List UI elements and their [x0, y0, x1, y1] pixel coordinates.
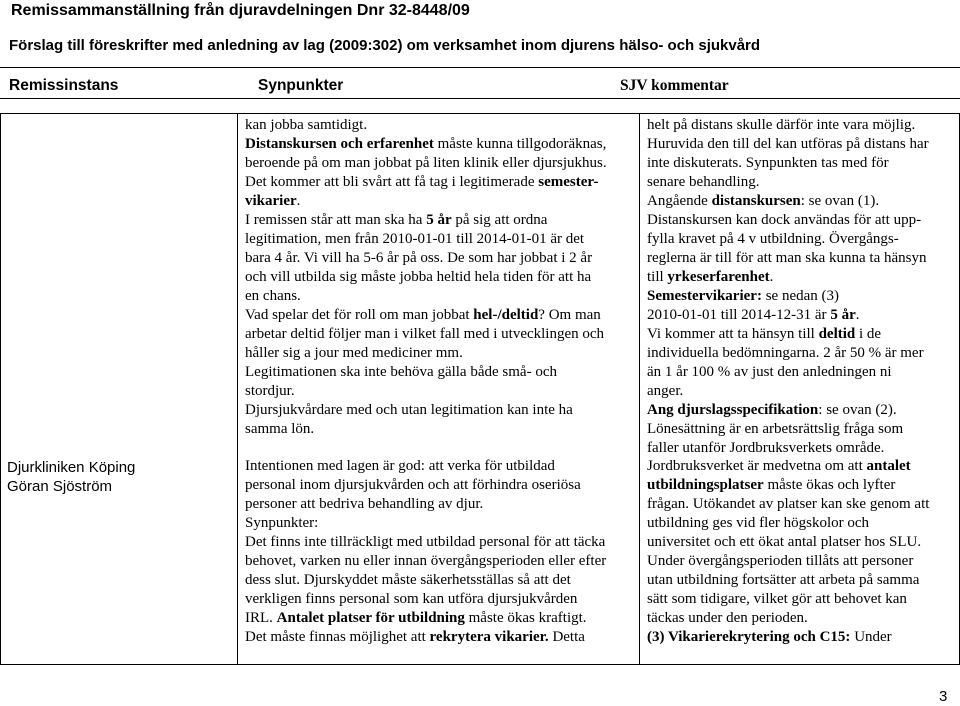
text-run: en chans. [245, 288, 301, 304]
text-run: Lönesättning är en arbetsrättslig fråga som [647, 421, 904, 437]
text-line [245, 325, 607, 344]
text-run: arbetar deltid följer man i vilket fall med i utvecklingen och [245, 326, 605, 342]
text-run: Det finns inte tillräckligt med utbildad personal för att täcka [245, 534, 606, 550]
text-run: på sig att ordna [451, 212, 548, 228]
text-run: Distanskursen kan dock användas för att upp- [647, 212, 922, 228]
text-line [647, 514, 929, 533]
table-border-left [0, 113, 1, 665]
text-run: inte diskuterats. Synpunkten tas med för [647, 155, 889, 171]
bold-run: Antalet platser för utbildning [276, 610, 465, 626]
remissinstans-contact: Göran Sjöström [7, 478, 113, 495]
text-run: håller sig a jour med mediciner mm. [245, 345, 463, 361]
text-run: verkligen finns personal som kan utföra djursjukvården [245, 591, 578, 607]
text-line [245, 609, 606, 628]
text-run: Intentionen med lagen är god: att verka för utbildad [245, 458, 555, 474]
text-run: . [296, 193, 301, 209]
column-divider-1 [237, 113, 238, 665]
column-header-synpunkter: Synpunkter [258, 77, 344, 94]
text-line [647, 628, 929, 647]
text-line [647, 325, 929, 344]
text-run: Detta [548, 629, 585, 645]
text-line [245, 476, 606, 495]
text-line [245, 287, 607, 306]
bold-run: rekrytera vikarier. [429, 629, 549, 645]
text-line [245, 514, 606, 533]
text-run: och vill utbilda sig måste jobba heltid hela tiden för att ha [245, 269, 592, 285]
text-line [647, 268, 929, 287]
remissinstans-cell [7, 458, 135, 496]
text-run: dess slut. Djurskyddet måste säkerhetsställas så att det [245, 572, 571, 588]
bold-run: distanskursen [711, 193, 801, 209]
kommentar-paragraph-1 [647, 116, 929, 458]
text-line [647, 287, 929, 306]
text-run: Synpunkter: [245, 515, 319, 531]
synpunkter-paragraph-1 [245, 116, 607, 439]
bold-run: antalet [866, 458, 911, 474]
text-line [647, 401, 929, 420]
bold-run: (3) Vikarierekrytering och C15: [647, 629, 851, 645]
text-run: beroende på om man jobbat på liten klinik eller djursjukhus. [245, 155, 607, 171]
text-run: ? Om man [538, 307, 601, 323]
text-line [647, 382, 929, 401]
text-line [245, 363, 607, 382]
column-header-kommentar: SJV kommentar [620, 77, 729, 94]
text-run: personer att bedriva behandling av djur. [245, 496, 484, 512]
bold-run: semester- [538, 174, 599, 190]
text-run: än 1 år 100 % av just den anledningen ni [647, 364, 892, 380]
text-run: se nedan (3) [761, 288, 840, 304]
remissinstans-name: Djurkliniken Köping [7, 459, 136, 476]
text-line [647, 154, 929, 173]
text-line [245, 495, 606, 514]
text-line [647, 495, 929, 514]
text-line [647, 363, 929, 382]
text-run: i de [855, 326, 882, 342]
text-run: Vi kommer att ta hänsyn till [647, 326, 819, 342]
text-run: fylla kravet på 4 v utbildning. Övergångs- [647, 231, 899, 247]
document-subtitle: Förslag till föreskrifter med anledning av lag (2009:302) om verksamhet inom djurens hälso- och sjukvård [9, 37, 761, 54]
text-line [245, 230, 607, 249]
text-run: universitet och ett ökat antal platser hos SLU. [647, 534, 922, 550]
text-line [245, 590, 606, 609]
text-run: Det kommer att bli svårt att få tag i legitimerade [245, 174, 539, 190]
kommentar-paragraph-2 [647, 457, 929, 647]
column-header-remissinstans: Remissinstans [9, 77, 119, 94]
text-run: behovet, varken nu eller innan övergångsperioden eller efter [245, 553, 607, 569]
synpunkter-paragraph-2 [245, 457, 606, 647]
text-line [647, 306, 929, 325]
text-line [245, 173, 607, 192]
text-run: bara 4 år. Vi vill ha 5-6 år på oss. De som har jobbat i 2 år [245, 250, 593, 266]
bold-run: vikarier [245, 193, 297, 209]
text-run: personal inom djursjukvården och att förhindra oseriösa [245, 477, 581, 493]
text-line [647, 457, 929, 476]
text-line [245, 571, 606, 590]
text-run: . [855, 307, 860, 323]
text-run: 2010-01-01 till 2014-12-31 är [647, 307, 831, 323]
text-run: måste ökas och lyfter [763, 477, 896, 493]
text-line [245, 344, 607, 363]
text-run: anger. [647, 383, 684, 399]
text-run: sätt som tidigare, vilket gör att behovet kan [647, 591, 907, 607]
text-run: Under övergångsperioden tillåts att personer [647, 553, 914, 569]
bold-run: yrkeserfarenhet [667, 269, 770, 285]
text-line [245, 552, 606, 571]
text-line [245, 628, 606, 647]
text-run: Under [850, 629, 892, 645]
document-title: Remissammanställning från djuravdelningen Dnr 32-8448/09 [11, 2, 470, 19]
text-line [245, 401, 607, 420]
text-line [647, 590, 929, 609]
bold-run: hel-/deltid [473, 307, 539, 323]
text-line [647, 116, 929, 135]
bold-run: Semestervikarier: [647, 288, 762, 304]
text-line [647, 249, 929, 268]
text-run: individuella bedömningarna. 2 år 50 % är mer [647, 345, 924, 361]
text-run: täckas under den perioden. [647, 610, 808, 626]
text-run: Djursjukvårdare med och utan legitimation kan inte ha [245, 402, 573, 418]
text-run: Legitimationen ska inte behöva gälla både små- och [245, 364, 557, 380]
table-border-bottom [0, 664, 960, 665]
text-line [647, 173, 929, 192]
header-rule-top [0, 67, 960, 68]
text-run: Jordbruksverket är medvetna om att [647, 458, 867, 474]
text-run: helt på distans skulle därför inte vara möjlig. [647, 117, 916, 133]
text-run: Angående [647, 193, 712, 209]
text-run: måste kunna tillgodoräknas, [433, 136, 607, 152]
bold-run: deltid [818, 326, 856, 342]
text-run: utbildning ges vid fler högskolor och [647, 515, 870, 531]
text-line [245, 249, 607, 268]
text-line [245, 116, 607, 135]
text-run: utan utbildning fortsätter att arbeta på samma [647, 572, 920, 588]
text-run: stordjur. [245, 383, 295, 399]
text-run: I remissen står att man ska ha [245, 212, 427, 228]
text-line [245, 154, 607, 173]
text-line [647, 135, 929, 154]
text-run: : se ovan (1). [800, 193, 880, 209]
text-line [647, 476, 929, 495]
bold-run: 5 år [830, 307, 856, 323]
text-line [245, 420, 607, 439]
text-line [647, 420, 929, 439]
table-border-top [0, 113, 960, 114]
text-line [647, 192, 929, 211]
text-run: kan jobba samtidigt. [245, 117, 368, 133]
text-run: samma lön. [245, 421, 315, 437]
text-run: till [647, 269, 668, 285]
text-run: Vad spelar det för roll om man jobbat [245, 307, 474, 323]
text-line [647, 571, 929, 590]
text-line [245, 135, 607, 154]
text-line [245, 457, 606, 476]
text-run: måste ökas kraftigt. [464, 610, 587, 626]
text-line [245, 192, 607, 211]
text-run: Huruvida den till del kan utföras på distans har [647, 136, 929, 152]
header-rule-bottom [0, 98, 960, 99]
bold-run: utbildningsplatser [647, 477, 764, 493]
text-line [245, 533, 606, 552]
text-run: frågan. Utökandet av platser kan ske genom att [647, 496, 930, 512]
page-number: 3 [939, 688, 948, 705]
text-line [647, 552, 929, 571]
text-run: reglerna är till för att man ska kunna ta hänsyn [647, 250, 927, 266]
text-line [647, 609, 929, 628]
text-run: faller utanför Jordbruksverkets område. [647, 440, 885, 456]
text-run: senare behandling. [647, 174, 760, 190]
text-line [245, 382, 607, 401]
text-line [245, 211, 607, 230]
column-divider-2 [639, 113, 640, 665]
text-run: . [769, 269, 774, 285]
text-line [647, 439, 929, 458]
text-run: Det måste finnas möjlighet att [245, 629, 430, 645]
text-line [647, 344, 929, 363]
text-run: : se ovan (2). [818, 402, 897, 418]
bold-run: 5 år [426, 212, 452, 228]
text-line [647, 211, 929, 230]
text-line [647, 230, 929, 249]
text-line [245, 306, 607, 325]
text-run: IRL. [245, 610, 277, 626]
text-run: legitimation, men från 2010-01-01 till 2014-01-01 är det [245, 231, 585, 247]
text-line [245, 268, 607, 287]
text-line [647, 533, 929, 552]
bold-run: Distanskursen och erfarenhet [245, 136, 434, 152]
bold-run: Ang djurslagsspecifikation [647, 402, 819, 418]
